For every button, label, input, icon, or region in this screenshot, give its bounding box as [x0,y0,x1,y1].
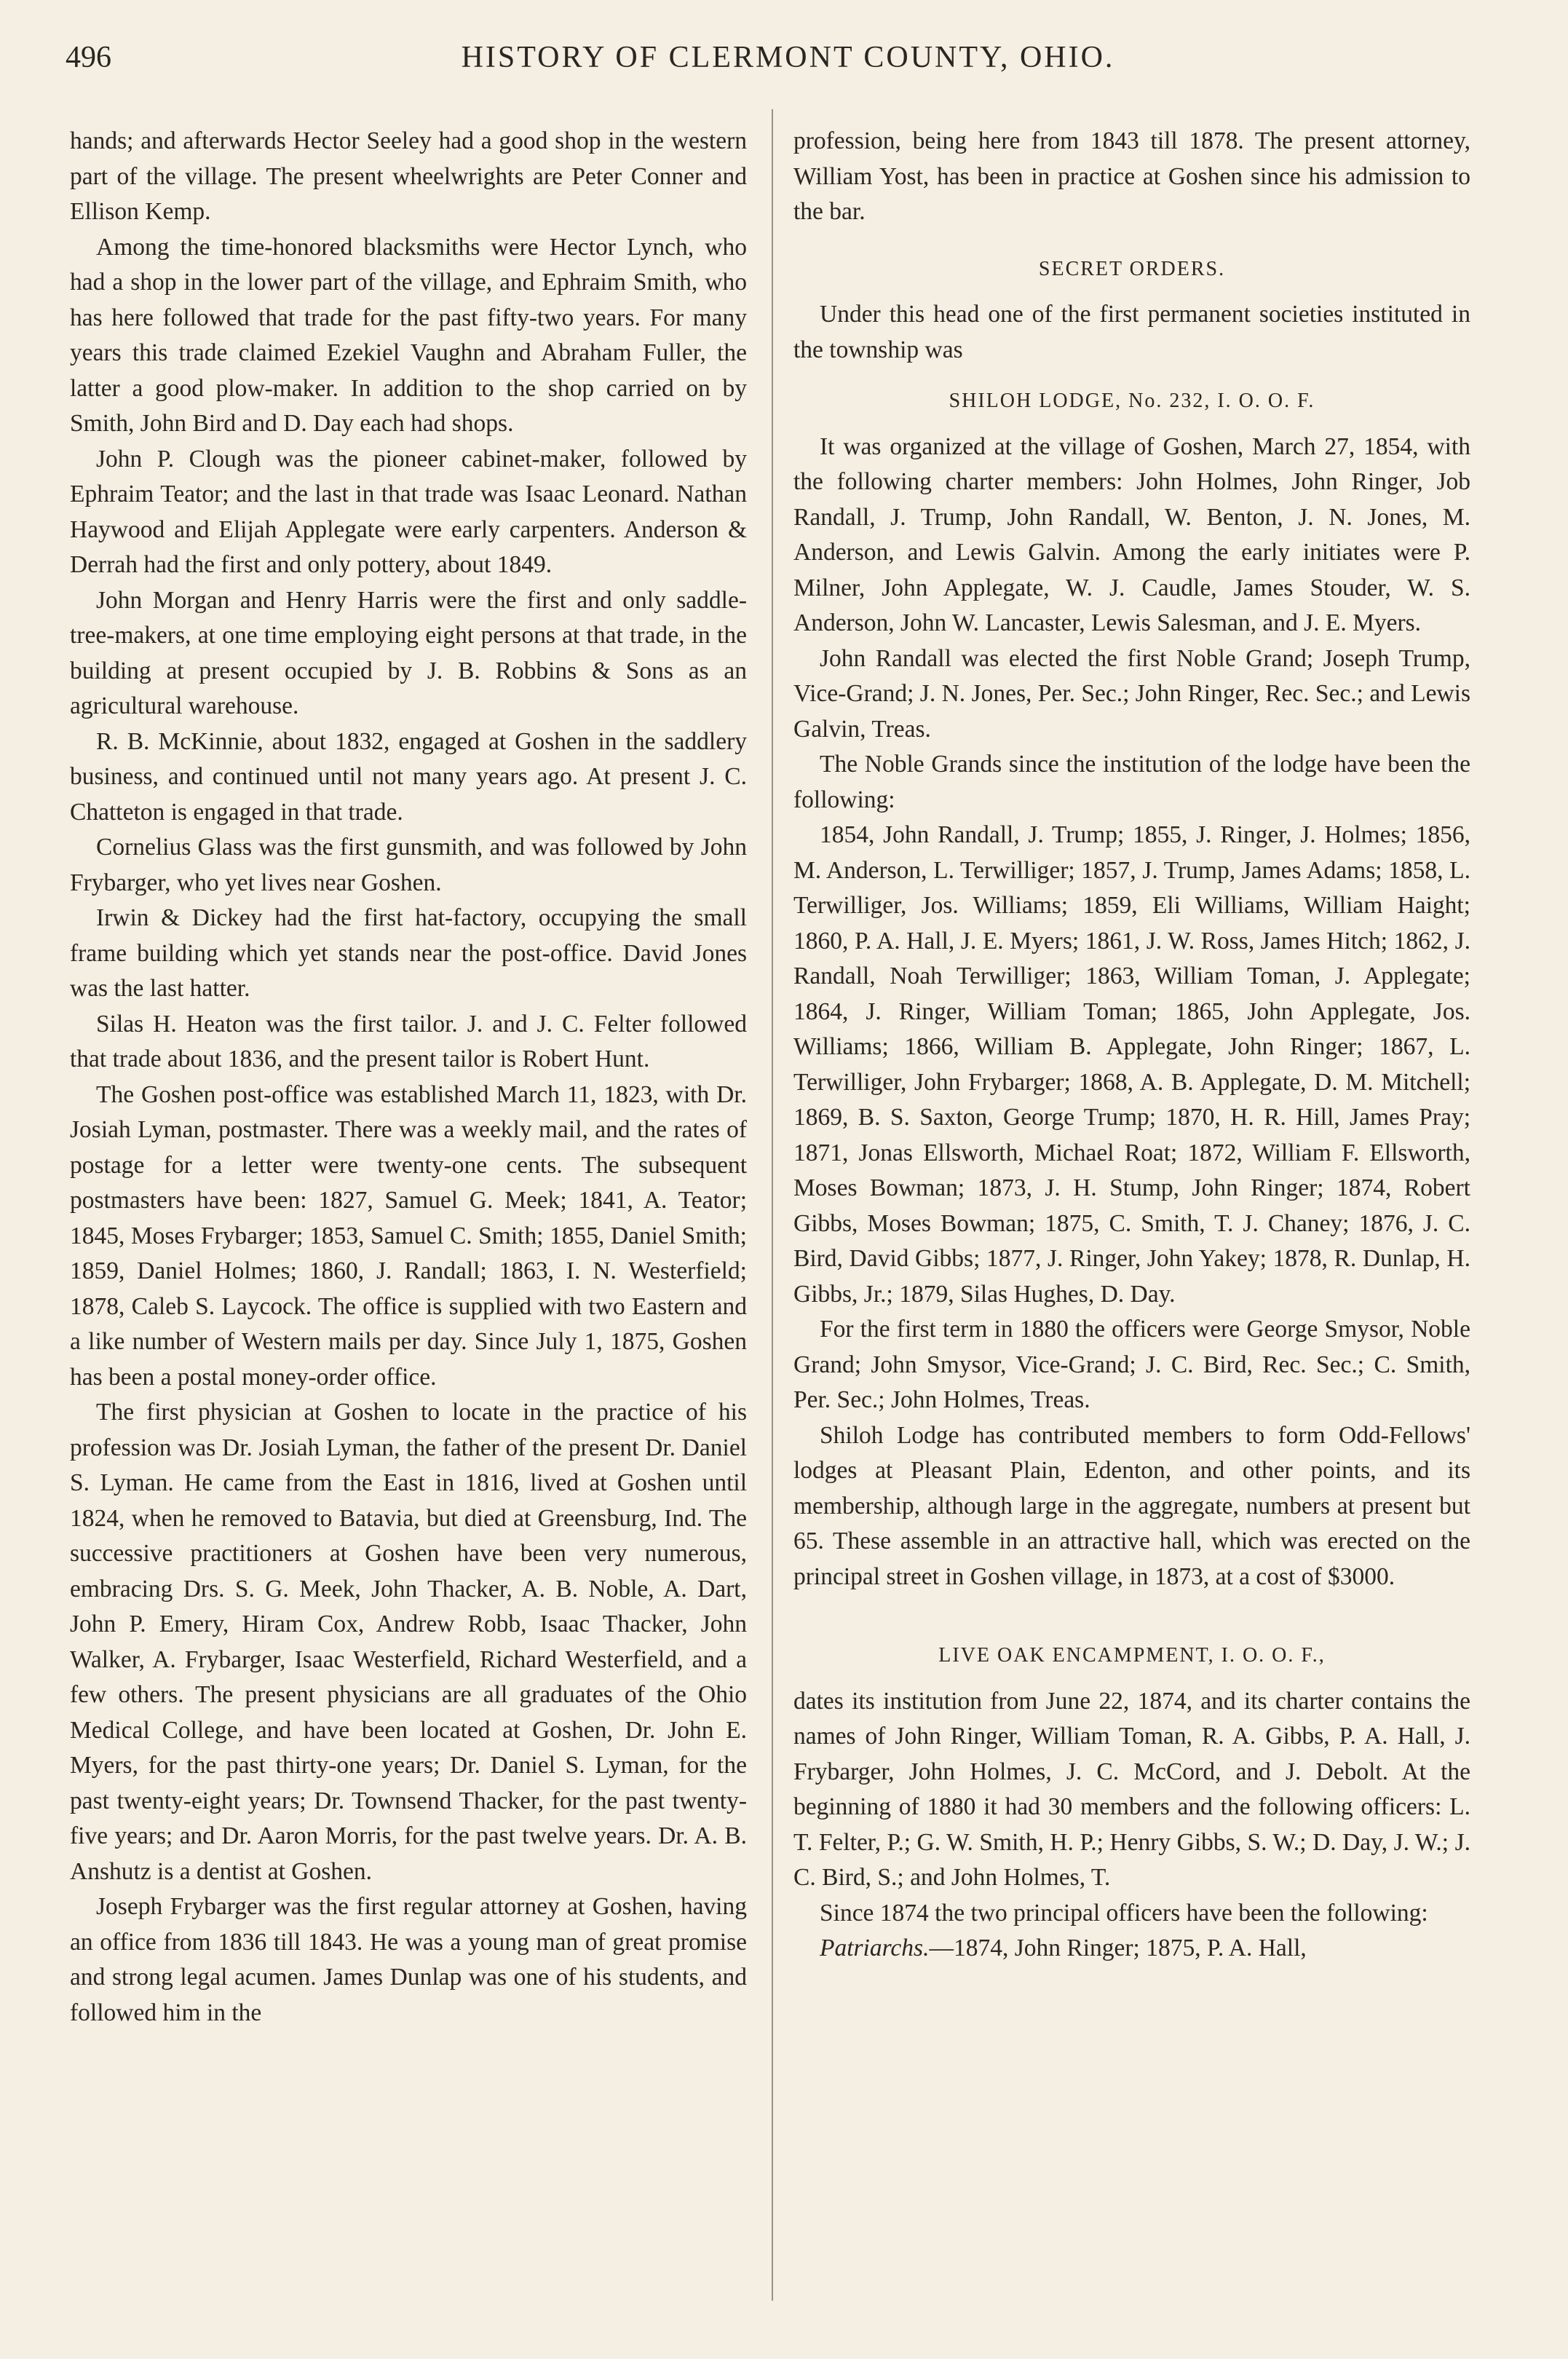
section-heading-shiloh-lodge: SHILOH LODGE, No. 232, I. O. O. F. [949,390,1315,412]
paragraph: The Goshen post-office was established March 11, 1823, with Dr. Josiah Lyman, postmaster. There was a weekly mail, and the rates of postage for a letter were twenty-one cents. The subsequent postmasters have been: 1827, Samuel G. Meek; 1841, A. Teator; 1845, Moses Frybarger; 1853, Samuel C. Smith; 1855, Daniel Smith; 1859, Daniel Holmes; 1860, J. Randall; 1863, I. N. Westerfield; 1878, Caleb S. Laycock. The office is supplied with two Eastern and a like number of Western mails per day. Since July 1, 1875, Goshen has been a postal money-order office. [70,1080,747,1391]
paragraph: Silas H. Heaton was the first tailor. J. and J. C. Felter followed that trade about 1836, and the present tailor is Robert Hunt. [70,1010,747,1072]
paragraph: The Noble Grands since the institution of the lodge have been the following: [793,751,1470,813]
paragraph: Irwin & Dickey had the first hat-factory, occupying the small frame building which yet stands near the post-office. David Jones was the last hatter. [70,904,747,1002]
paragraph: Among the time-honored blacksmiths were Hector Lynch, who had a shop in the lower part of the village, and Ephraim Smith, who has here followed that trade for the past fifty-two years. For many years this trade claimed Ezekiel Vaughn and Abraham Fuller, the latter a good plow-maker. In addition to the shop carried on by Smith, John Bird and D. Day each had shops. [70,233,747,437]
paragraph: Since 1874 the two principal officers have been the following: [820,1899,1428,1927]
paragraph: For the first term in 1880 the officers were George Smysor, Noble Grand; John Smysor, Vice-Grand; J. C. Bird, Rec. Sec.; C. Smith, Per. Sec.; John Holmes, Treas. [793,1316,1470,1413]
page-header [66,40,1510,84]
patriarchs-label: Patriarchs. [820,1935,930,1961]
paragraph: John Morgan and Henry Harris were the first and only saddle-tree-makers, at one time employing eight persons at that trade, in the building at present occupied by J. B. Robbins & Sons as an agricultural warehouse. [70,586,747,719]
paragraph: hands; and afterwards Hector Seeley had a good shop in the western part of the village. The present wheelwrights are Peter Conner and Ellison Kemp. [70,127,747,225]
paragraph: The first physician at Goshen to locate in the practice of his profession was Dr. Josiah Lyman, the father of the present Dr. Daniel S. Lyman. He came from the East in 1816, lived at Goshen until 1824, when he removed to Batavia, but died at Greensburg, Ind. The successive practitioners at Goshen have been very numerous, embracing Drs. S. G. Meek, John Thacker, A. B. Noble, A. Dart, John P. Emery, Hiram Cox, Andrew Robb, Isaac Thacker, John Walker, A. Frybarger, Isaac Westerfield, Richard Westerfield, and a few others. The present physicians are all graduates of the Ohio Medical College, and have been located at Goshen, Dr. John E. Myers, for the past thirty-one years; Dr. Daniel S. Lyman, for the past twenty-eight years; Dr. Townsend Thacker, for the past twenty-five years; and Dr. Aaron Morris, for the past twelve years. Dr. A. B. Anshutz is a dentist at Goshen. [70,1399,747,1885]
section-heading-live-oak: LIVE OAK ENCAMPMENT, I. O. O. F., [938,1644,1326,1667]
page-number: 496 [66,41,111,74]
running-title: HISTORY OF CLERMONT COUNTY, OHIO. [461,41,1115,74]
left-column [70,124,747,2031]
paragraph-patriarchs [793,1931,1470,1967]
paragraph: Cornelius Glass was the first gunsmith, and was followed by John Frybarger, who yet lives near Goshen. [70,834,747,896]
paragraph: John Randall was elected the first Noble Grand; Joseph Trump, Vice-Grand; J. N. Jones, Per. Sec.; John Ringer, Rec. Sec.; and Lewis Galvin, Treas. [793,644,1470,743]
paragraph: It was organized at the village of Goshen, March 27, 1854, with the following charter members: John Holmes, John Ringer, Job Randall, J. Trump, John Randall, W. Benton, J. N. Jones, M. Anderson, and Lewis Galvin. Among the early initiates were P. Milner, John Applegate, W. J. Caudle, James Stouder, W. S. Anderson, John W. Lancaster, Lewis Salesman, and J. E. Myers. [793,432,1470,636]
paragraph: John P. Clough was the pioneer cabinet-maker, followed by Ephraim Teator; and the last in that trade was Isaac Leonard. Nathan Haywood and Elijah Applegate were early carpenters. Anderson & Derrah had the first and only pottery, about 1849. [70,445,747,578]
paragraph: Joseph Frybarger was the first regular attorney at Goshen, having an office from 1836 till 1843. He was a young man of great promise and strong legal acumen. James Dunlap was one of his students, and followed him in the [70,1893,747,2026]
section-heading-secret-orders: SECRET ORDERS. [1038,257,1226,280]
paragraph: Under this head one of the first permanent societies instituted in the township was [793,301,1470,363]
paragraph: 1854, John Randall, J. Trump; 1855, J. Ringer, J. Holmes; 1856, M. Anderson, L. Terwilliger; 1857, J. Trump, James Adams; 1858, L. Terwilliger, Jos. Williams; 1859, Eli Williams, William Haight; 1860, P. A. Hall, J. E. Myers; 1861, J. W. Ross, James Hitch; 1862, J. Randall, Noah Terwilliger; 1863, William Toman, J. Applegate; 1864, J. Ringer, William Toman; 1865, John Applegate, Jos. Williams; 1866, William B. Applegate, John Ringer; 1867, L. Terwilliger, John Frybarger; 1868, A. B. Applegate, D. M. Mitchell; 1869, B. S. Saxton, George Trump; 1870, H. R. Hill, James Pray; 1871, Jonas Ellsworth, Michael Roat; 1872, William F. Ellsworth, Moses Bowman; 1873, J. H. Stump, John Ringer; 1874, Robert Gibbs, Moses Bowman; 1875, C. Smith, T. J. Chaney; 1876, J. C. Bird, David Gibbs; 1877, J. Ringer, John Yakey; 1878, R. Dunlap, H. Gibbs, Jr.; 1879, Silas Hughes, D. Day. [793,821,1470,1308]
paragraph: profession, being here from 1843 till 1878. The present attorney, William Yost, has been in practice at Goshen since his admission to the bar. [793,127,1470,225]
paragraph: Shiloh Lodge has contributed members to form Odd-Fellows' lodges at Pleasant Plain, Edenton, and other points, and its membership, although large in the aggregate, numbers at present but 65. These assemble in an attractive hall, which was erected on the principal street in Goshen village, in 1873, at a cost of $3000. [793,1421,1470,1590]
column-divider [772,109,773,2301]
patriarchs-text: —1874, John Ringer; 1875, P. A. Hall, [929,1935,1307,1961]
right-column [793,124,1470,1967]
paragraph: dates its institution from June 22, 1874, and its charter contains the names of John Ringer, William Toman, R. A. Gibbs, P. A. Hall, J. Frybarger, John Holmes, J. C. McCord, and J. Debolt. At the beginning of 1880 it had 30 members and the following officers: L. T. Felter, P.; G. W. Smith, H. P.; Henry Gibbs, S. W.; D. Day, J. W.; J. C. Bird, S.; and John Holmes, T. [793,1687,1470,1891]
paragraph: R. B. McKinnie, about 1832, engaged at Goshen in the saddlery business, and continued until not many years ago. At present J. C. Chatteton is engaged in that trade. [70,727,747,826]
